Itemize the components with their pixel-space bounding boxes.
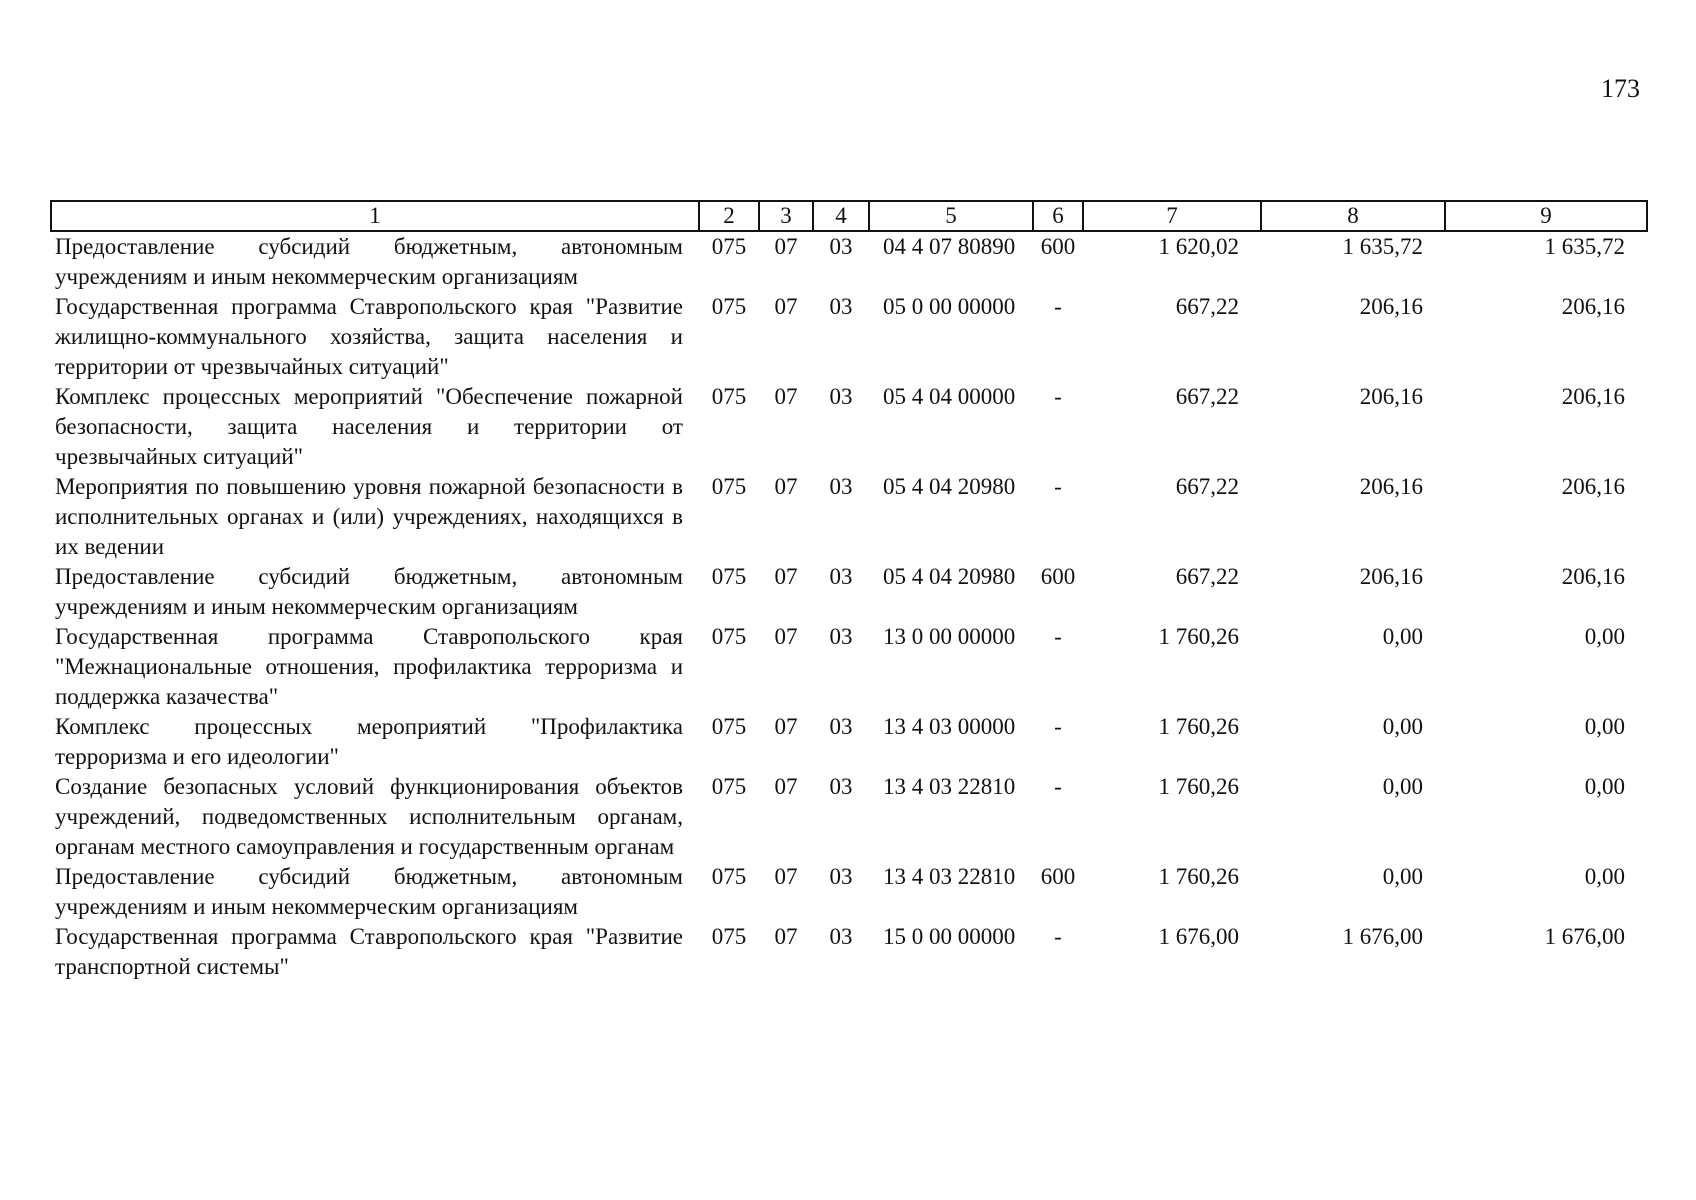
row-expense-type: - <box>1054 294 1062 319</box>
row-name: Государственная программа Ставропольского края "Развитие транспортной системы" <box>55 924 683 979</box>
table-row <box>51 562 1647 622</box>
row-target-article: 05 4 04 00000 <box>883 384 1016 409</box>
row-name: Мероприятия по повышению уровня пожарной безопасности в исполнительных органах и (или) учреждениях, находящихся в их ведении <box>55 474 683 559</box>
row-section: 07 <box>774 564 798 589</box>
row-amount-col8: 1 635,72 <box>1342 234 1423 259</box>
table-row <box>51 862 1647 922</box>
row-subsection: 03 <box>829 774 853 799</box>
row-subsection: 03 <box>829 864 853 889</box>
header-col-6: 6 <box>1033 201 1083 231</box>
row-amount-col7: 1 760,26 <box>1158 714 1239 739</box>
row-amount-col9: 206,16 <box>1561 564 1625 589</box>
row-target-article: 13 0 00 00000 <box>883 624 1016 649</box>
row-section: 07 <box>774 474 798 499</box>
row-target-article: 05 4 04 20980 <box>883 474 1016 499</box>
row-target-article: 13 4 03 22810 <box>883 774 1016 799</box>
row-target-article: 05 0 00 00000 <box>883 294 1016 319</box>
header-col-2: 2 <box>699 201 759 231</box>
row-amount-col7: 1 760,26 <box>1158 864 1239 889</box>
row-expense-type: - <box>1054 924 1062 949</box>
row-amount-col8: 0,00 <box>1382 864 1423 889</box>
row-admin-code: 075 <box>711 774 747 799</box>
row-amount-col8: 206,16 <box>1359 294 1423 319</box>
row-admin-code: 075 <box>711 924 747 949</box>
row-subsection: 03 <box>829 294 853 319</box>
row-amount-col7: 667,22 <box>1175 564 1239 589</box>
row-expense-type: 600 <box>1040 234 1076 259</box>
row-amount-col8: 0,00 <box>1382 714 1423 739</box>
row-amount-col7: 1 620,02 <box>1158 234 1239 259</box>
row-name: Предоставление субсидий бюджетным, автономным учреждениям и иным некоммерческим организациям <box>55 234 683 289</box>
table-row <box>51 922 1647 982</box>
table-row <box>51 772 1647 862</box>
row-expense-type: - <box>1054 384 1062 409</box>
row-amount-col9: 206,16 <box>1561 384 1625 409</box>
row-name: Государственная программа Ставропольского края "Развитие жилищно-коммунального хозяйства, защита населения и территории от чрезвычайных ситуаций" <box>55 294 683 379</box>
row-section: 07 <box>774 294 798 319</box>
row-amount-col8: 0,00 <box>1382 774 1423 799</box>
row-amount-col9: 0,00 <box>1584 864 1625 889</box>
row-admin-code: 075 <box>711 234 747 259</box>
row-admin-code: 075 <box>711 294 747 319</box>
row-name: Комплекс процессных мероприятий "Обеспечение пожарной безопасности, защита населения и территории от чрезвычайных ситуаций" <box>55 384 683 469</box>
row-admin-code: 075 <box>711 864 747 889</box>
table-row <box>51 712 1647 772</box>
row-target-article: 13 4 03 00000 <box>883 714 1016 739</box>
page-number: 173 <box>1601 74 1640 103</box>
row-name: Комплекс процессных мероприятий "Профилактика терроризма и его идеологии" <box>55 714 683 769</box>
row-amount-col7: 1 760,26 <box>1158 774 1239 799</box>
row-admin-code: 075 <box>711 384 747 409</box>
row-section: 07 <box>774 624 798 649</box>
row-name: Создание безопасных условий функционирования объектов учреждений, подведомственных исполнительным органам, органам местного самоуправления и государственным органам <box>55 774 683 859</box>
row-subsection: 03 <box>829 564 853 589</box>
row-amount-col7: 667,22 <box>1175 294 1239 319</box>
row-amount-col8: 1 676,00 <box>1342 924 1423 949</box>
row-expense-type: 600 <box>1040 864 1076 889</box>
row-admin-code: 075 <box>711 474 747 499</box>
row-section: 07 <box>774 714 798 739</box>
row-section: 07 <box>774 924 798 949</box>
row-expense-type: - <box>1054 474 1062 499</box>
table-body <box>51 231 1647 982</box>
budget-table <box>50 200 1648 982</box>
row-subsection: 03 <box>829 234 853 259</box>
table-row <box>51 231 1647 292</box>
row-name: Предоставление субсидий бюджетным, автономным учреждениям и иным некоммерческим организациям <box>55 864 683 919</box>
table-row <box>51 472 1647 562</box>
row-target-article: 05 4 04 20980 <box>883 564 1016 589</box>
row-subsection: 03 <box>829 384 853 409</box>
row-amount-col9: 1 635,72 <box>1544 234 1625 259</box>
row-amount-col9: 0,00 <box>1584 624 1625 649</box>
row-amount-col9: 1 676,00 <box>1544 924 1625 949</box>
row-amount-col8: 206,16 <box>1359 564 1423 589</box>
row-amount-col8: 206,16 <box>1359 384 1423 409</box>
row-amount-col9: 206,16 <box>1561 474 1625 499</box>
row-section: 07 <box>774 864 798 889</box>
row-section: 07 <box>774 774 798 799</box>
row-amount-col8: 0,00 <box>1382 624 1423 649</box>
row-admin-code: 075 <box>711 714 747 739</box>
header-col-7: 7 <box>1083 201 1261 231</box>
row-subsection: 03 <box>829 624 853 649</box>
header-row <box>51 201 1647 231</box>
table-row <box>51 292 1647 382</box>
row-section: 07 <box>774 384 798 409</box>
row-amount-col9: 206,16 <box>1561 294 1625 319</box>
row-amount-col7: 1 676,00 <box>1158 924 1239 949</box>
row-expense-type: - <box>1054 624 1062 649</box>
row-subsection: 03 <box>829 924 853 949</box>
row-amount-col9: 0,00 <box>1584 774 1625 799</box>
row-target-article: 13 4 03 22810 <box>883 864 1016 889</box>
row-expense-type: - <box>1054 714 1062 739</box>
row-name: Государственная программа Ставропольского края "Межнациональные отношения, профилактика терроризма и поддержка казачества" <box>55 624 683 709</box>
row-target-article: 15 0 00 00000 <box>883 924 1016 949</box>
table-row <box>51 622 1647 712</box>
header-col-5: 5 <box>869 201 1033 231</box>
header-col-1: 1 <box>51 201 699 231</box>
header-col-3: 3 <box>759 201 813 231</box>
row-amount-col7: 667,22 <box>1175 384 1239 409</box>
row-expense-type: 600 <box>1040 564 1076 589</box>
row-amount-col7: 1 760,26 <box>1158 624 1239 649</box>
row-subsection: 03 <box>829 714 853 739</box>
row-name: Предоставление субсидий бюджетным, автономным учреждениям и иным некоммерческим организациям <box>55 564 683 619</box>
table-row <box>51 382 1647 472</box>
row-amount-col9: 0,00 <box>1584 714 1625 739</box>
row-amount-col7: 667,22 <box>1175 474 1239 499</box>
row-admin-code: 075 <box>711 564 747 589</box>
row-section: 07 <box>774 234 798 259</box>
header-col-9: 9 <box>1445 201 1647 231</box>
row-expense-type: - <box>1054 774 1062 799</box>
row-amount-col8: 206,16 <box>1359 474 1423 499</box>
header-col-8: 8 <box>1261 201 1445 231</box>
row-subsection: 03 <box>829 474 853 499</box>
row-target-article: 04 4 07 80890 <box>883 234 1016 259</box>
row-admin-code: 075 <box>711 624 747 649</box>
header-col-4: 4 <box>813 201 869 231</box>
